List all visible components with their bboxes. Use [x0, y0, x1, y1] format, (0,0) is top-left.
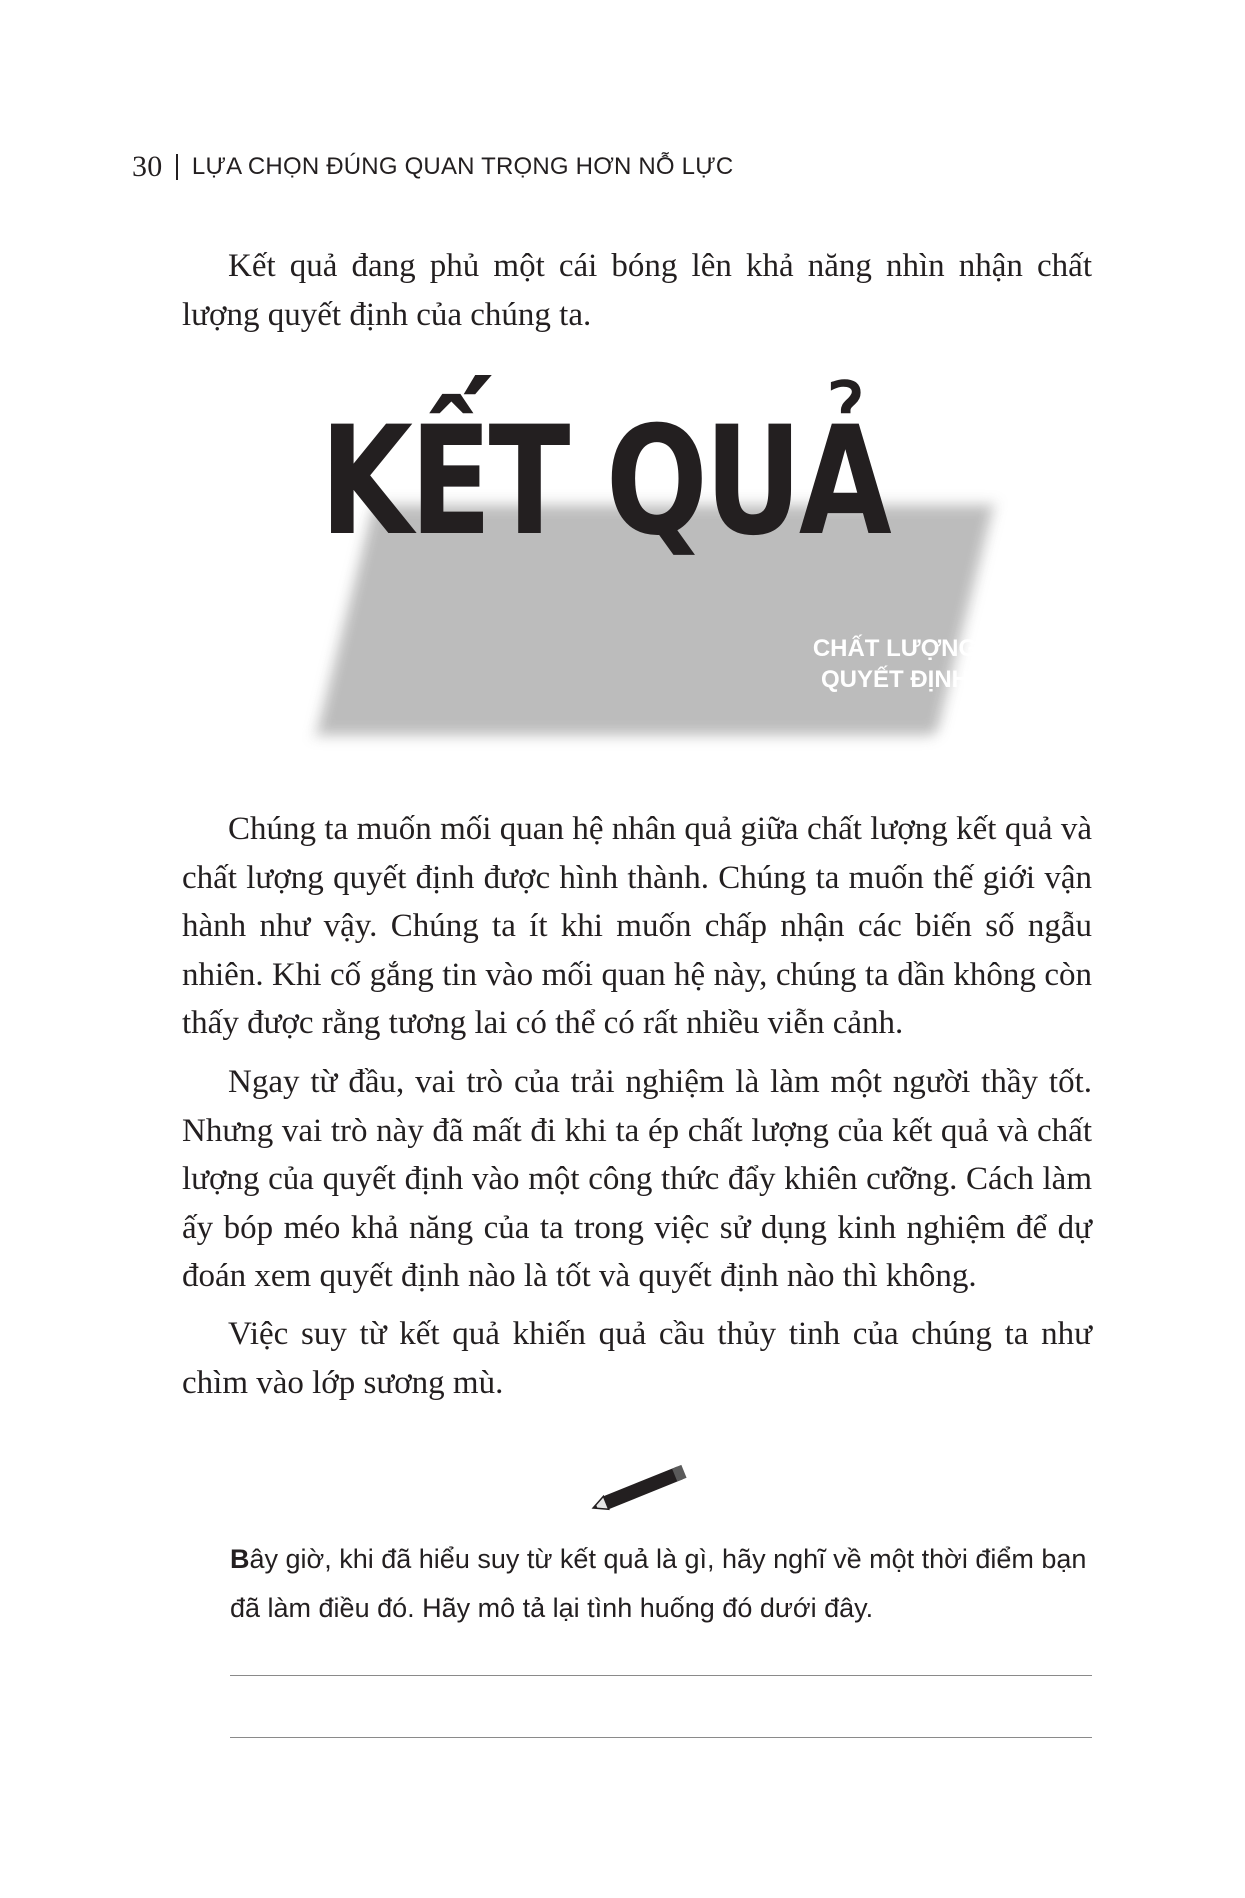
body-paragraph-1: Chúng ta muốn mối quan hệ nhân quả giữa chất lượng kết quả và chất lượng quyết định được hình thành. Chúng ta muốn thế giới vận hành như vậy. Chúng ta ít khi muốn chấp nhận các biến số ngẫu nhiên. Khi cố gắng tin vào mối quan hệ này, chúng ta dần không còn thấy được rằng tương lai có thể có rất nhiều viễn cảnh.: [182, 811, 1092, 1041]
answer-line-1[interactable]: [230, 1675, 1092, 1676]
book-title: LỰA CHỌN ĐÚNG QUAN TRỌNG HƠN NỖ LỰC: [191, 153, 734, 180]
figure-title: KẾT QUẢ: [320, 395, 889, 569]
running-head: [132, 150, 733, 184]
page-number: 30: [132, 150, 163, 183]
shadow-caption-line2: QUYẾT ĐỊNH: [820, 666, 969, 693]
intro-paragraph: Kết quả đang phủ một cái bóng lên khả năng nhìn nhận chất lượng quyết định của chúng ta.: [182, 248, 1092, 333]
body-paragraph-2: Ngay từ đầu, vai trò của trải nghiệm là làm một người thầy tốt. Nhưng vai trò này đã mất đi khi ta ép chất lượng của kết quả và chất lượng của quyết định vào một công thức đẩy khiên cưỡng. Cách làm ấy bóp méo khả năng của ta trong việc sử dụng kinh nghiệm để dự đoán xem quyết định nào là tốt và quyết định nào thì không.: [182, 1064, 1092, 1294]
shadow-caption-line1: CHẤT LƯỢNG: [812, 635, 978, 662]
result-shadow-figure: [300, 395, 1000, 775]
prompt-text: ây giờ, khi đã hiểu suy từ kết quả là gì, hãy nghĩ về một thời điểm bạn đã làm điều đó. Hãy mô tả lại tình huống đó dưới đây.: [230, 1544, 1087, 1623]
header-divider: [176, 154, 178, 180]
pencil-icon: [585, 1458, 695, 1518]
prompt-lead-letter: B: [230, 1544, 250, 1574]
exercise-prompt: [230, 1535, 1090, 1633]
answer-line-2[interactable]: [230, 1737, 1092, 1738]
figure-shadow-caption: [770, 633, 1020, 695]
body-paragraph-3: Việc suy từ kết quả khiến quả cầu thủy tinh của chúng ta như chìm vào lớp sương mù.: [182, 1316, 1092, 1401]
